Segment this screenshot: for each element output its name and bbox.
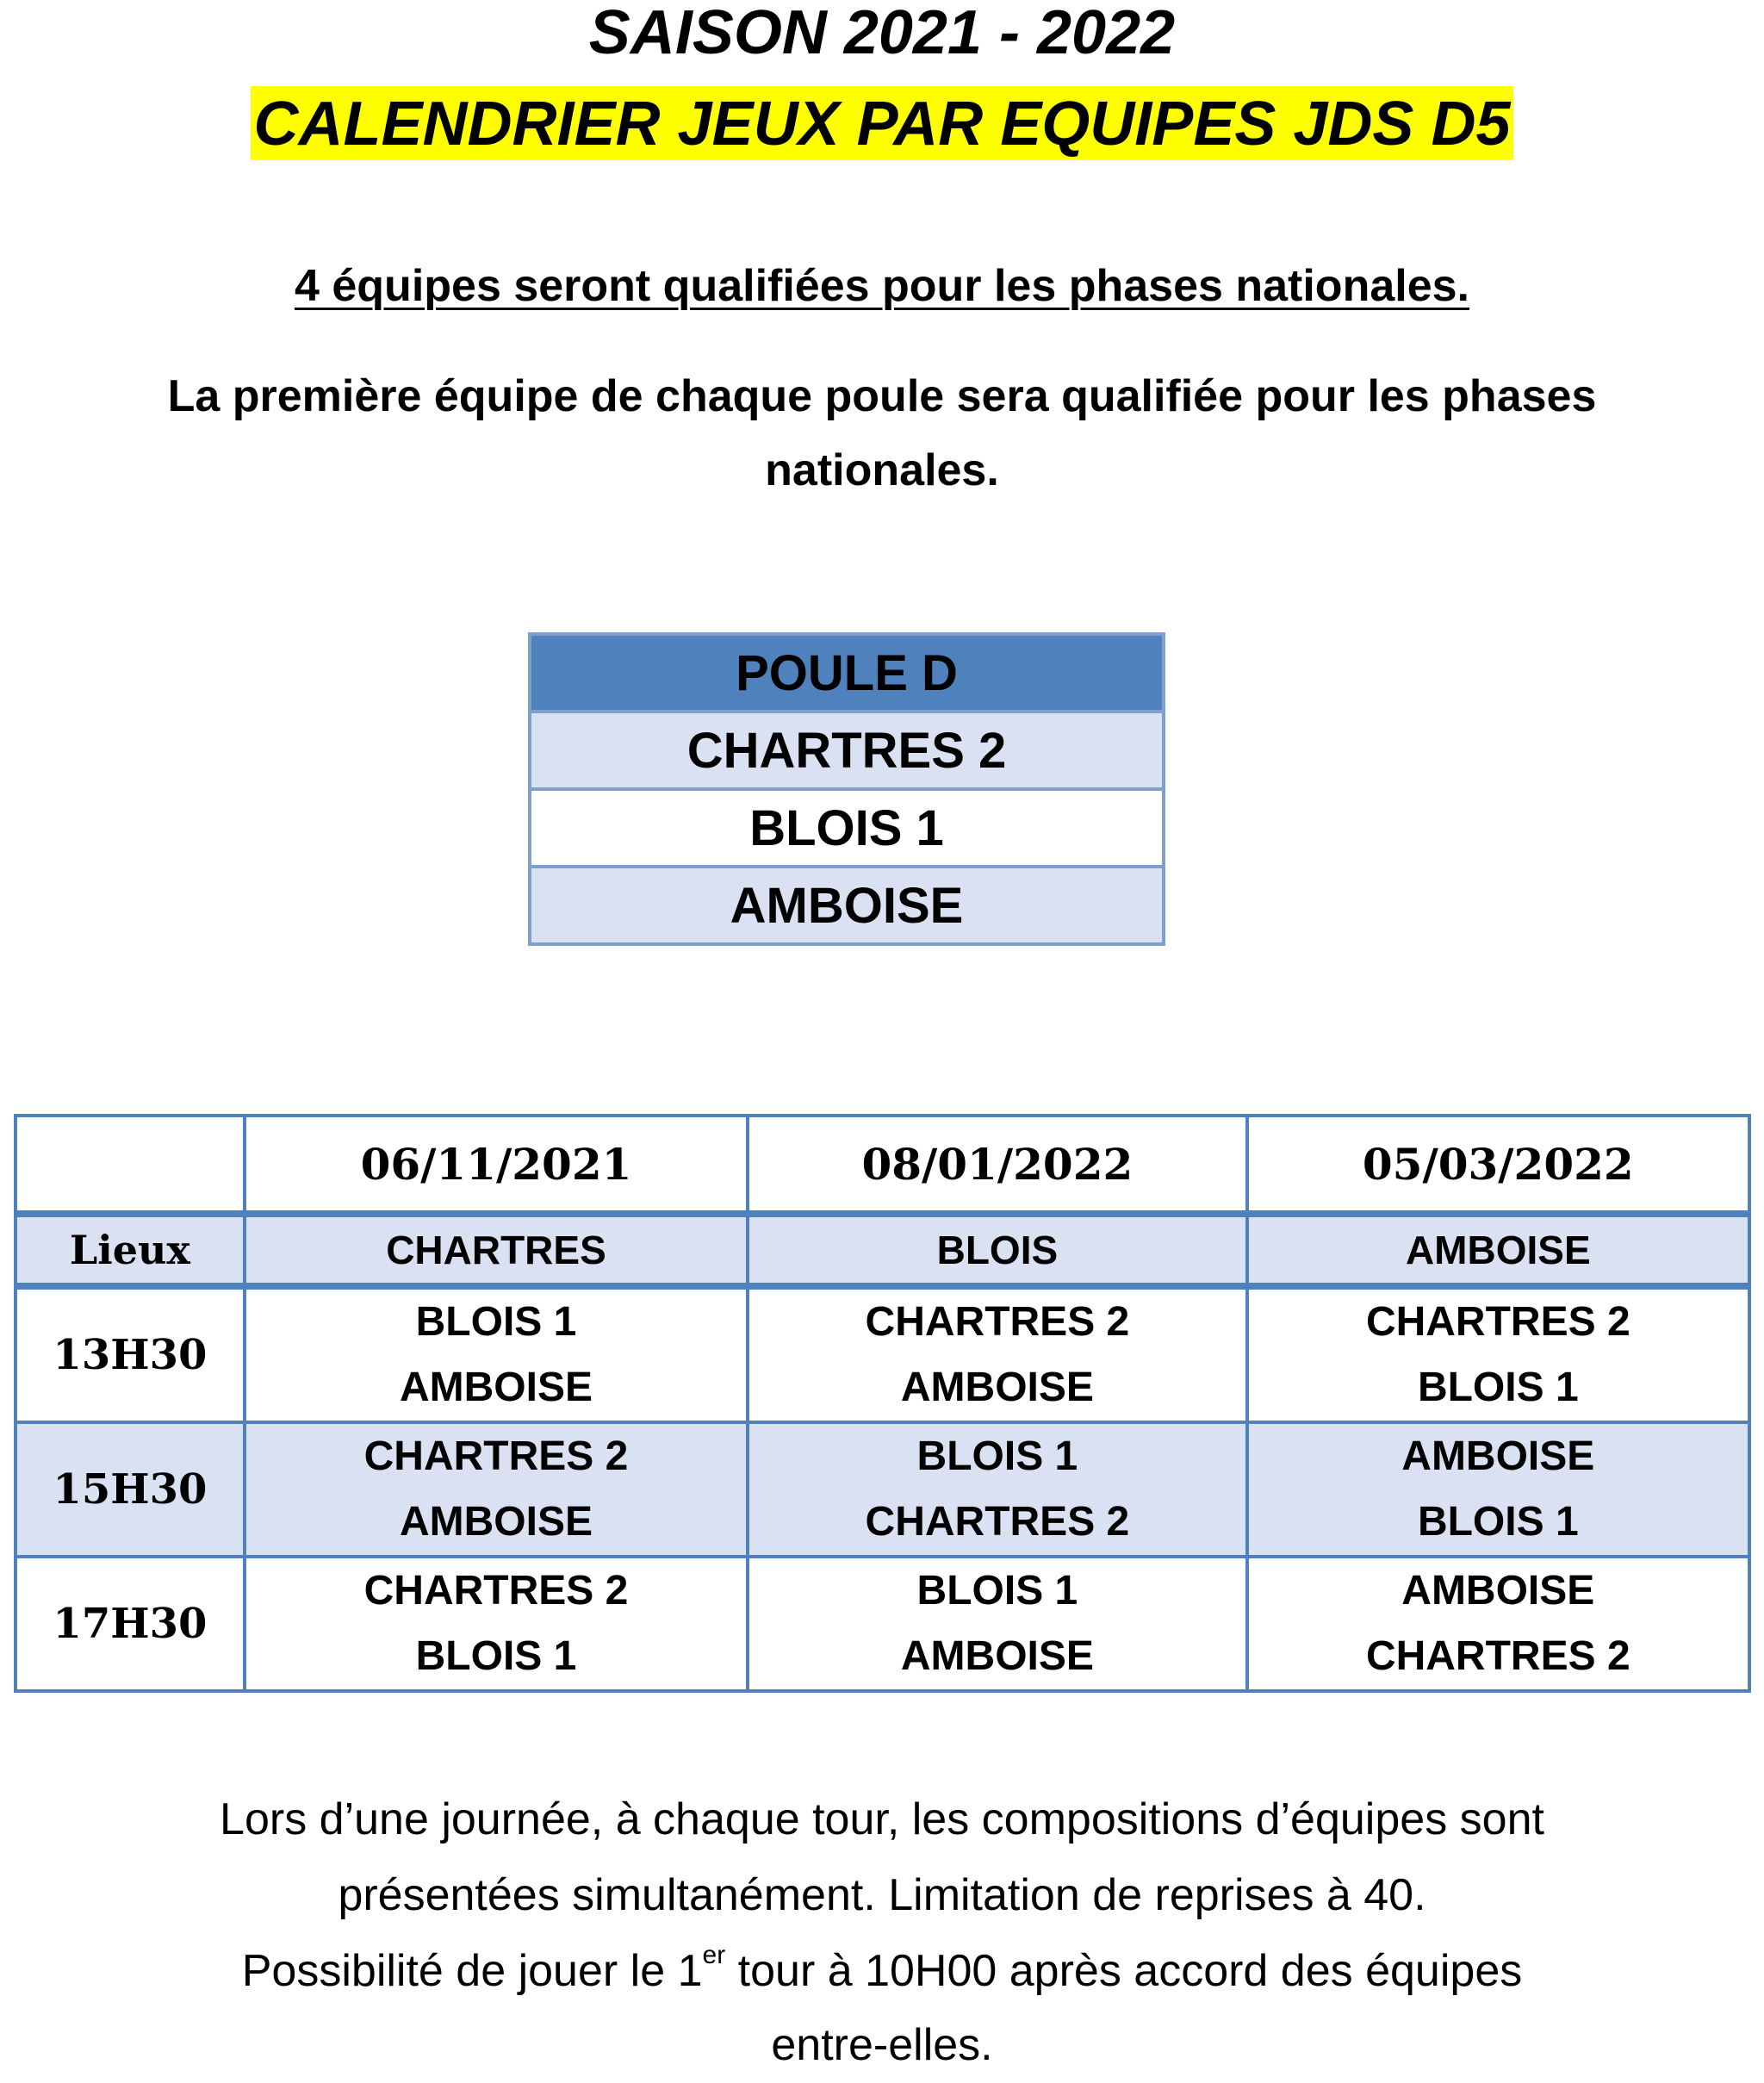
match-team: CHARTRES 2: [363, 1568, 629, 1614]
time-slot-row: [16, 1557, 1749, 1691]
match-team: CHARTRES 2: [1365, 1299, 1630, 1345]
season-title-text: SAISON 2021 - 2022: [588, 0, 1176, 67]
match-team: AMBOISE: [1401, 1568, 1595, 1614]
time-cell: 13H30: [16, 1286, 245, 1422]
match-cell: [748, 1422, 1246, 1557]
match-team: CHARTRES 2: [1365, 1633, 1630, 1679]
time-cell: 17H30: [16, 1557, 245, 1691]
match-cell: [748, 1286, 1246, 1422]
lieu-cell: BLOIS: [748, 1214, 1246, 1286]
match-team: BLOIS 1: [415, 1633, 577, 1679]
match-cell: [1247, 1422, 1749, 1557]
poule-team: BLOIS 1: [530, 789, 1164, 867]
time-cell: 15H30: [16, 1422, 245, 1557]
poule-table: [528, 632, 1165, 946]
qualified-note-text: 4 équipes seront qualifiées pour les phases nationales.: [295, 261, 1469, 311]
match-cell: [1247, 1286, 1749, 1422]
match-team: AMBOISE: [900, 1365, 1094, 1410]
match-cell: [245, 1557, 748, 1691]
dates-row: [16, 1116, 1749, 1214]
match-team: BLOIS 1: [916, 1433, 1078, 1479]
lieu-cell: CHARTRES: [245, 1214, 748, 1286]
lieux-label: Lieux: [16, 1214, 245, 1286]
poule-team: CHARTRES 2: [530, 712, 1164, 789]
poule-team-row: [530, 867, 1164, 944]
match-team: BLOIS 1: [415, 1299, 577, 1345]
time-slot-row: [16, 1422, 1749, 1557]
date-cell: 08/01/2022: [748, 1116, 1246, 1214]
footer-note-line4: entre-elles.: [771, 2020, 993, 2070]
match-cell: [245, 1422, 748, 1557]
time-slot-row: [16, 1286, 1749, 1422]
match-cell: [245, 1286, 748, 1422]
lieu-cell: AMBOISE: [1247, 1214, 1749, 1286]
match-team: CHARTRES 2: [865, 1299, 1130, 1345]
calendar-title: [0, 86, 1764, 160]
poule-header-row: [530, 634, 1164, 712]
match-team: CHARTRES 2: [363, 1433, 629, 1479]
match-team: BLOIS 1: [1417, 1365, 1579, 1410]
footer-line3-end: tour à 10H00 après accord des équipes: [725, 1946, 1523, 1996]
match-team: BLOIS 1: [1417, 1499, 1579, 1545]
poule-team: AMBOISE: [530, 867, 1164, 944]
footer-note-line3: [0, 1933, 1764, 2009]
empty-corner-cell: [16, 1116, 245, 1214]
match-cell: [748, 1557, 1246, 1691]
qualified-note: [0, 261, 1764, 311]
date-cell: 06/11/2021: [245, 1116, 748, 1214]
footer-note-line2: présentées simultanément. Limitation de reprises à 40.: [338, 1870, 1426, 1920]
ordinal-superscript: er: [702, 1941, 726, 1969]
schedule-table: [14, 1114, 1751, 1693]
match-team: AMBOISE: [1401, 1433, 1595, 1479]
match-team: AMBOISE: [900, 1633, 1094, 1679]
match-team: CHARTRES 2: [865, 1499, 1130, 1545]
poule-team-row: [530, 712, 1164, 789]
match-team: AMBOISE: [399, 1365, 593, 1410]
lieux-row: [16, 1214, 1749, 1286]
match-team: BLOIS 1: [916, 1568, 1078, 1614]
date-cell: 05/03/2022: [1247, 1116, 1749, 1214]
poule-team-row: [530, 789, 1164, 867]
first-team-note-line2: nationales.: [765, 445, 999, 495]
match-cell: [1247, 1557, 1749, 1691]
footer-note-line1: Lors d’une journée, à chaque tour, les compositions d’équipes sont: [220, 1794, 1544, 1844]
poule-name: POULE D: [530, 634, 1164, 712]
season-title: [0, 0, 1764, 67]
calendar-title-text: CALENDRIER JEUX PAR EQUIPES JDS D5: [251, 86, 1514, 160]
match-team: AMBOISE: [399, 1499, 593, 1545]
footer-line3-start: Possibilité de jouer le 1: [241, 1946, 703, 1996]
first-team-note-line1: La première équipe de chaque poule sera qualifiée pour les phases: [167, 371, 1597, 421]
